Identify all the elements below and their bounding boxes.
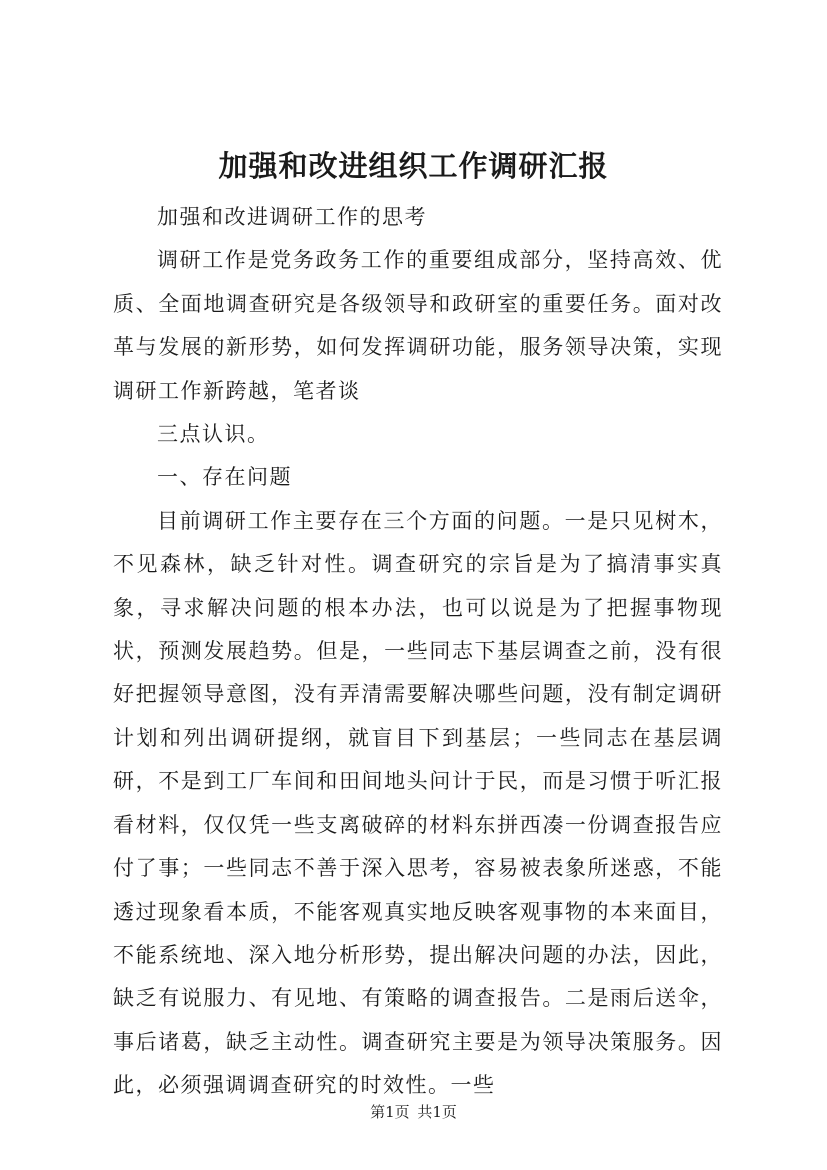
page-number-footer: 第1页 共1页	[370, 1103, 457, 1121]
document-body	[113, 196, 723, 1108]
body-paragraph: 调研工作是党务政务工作的重要组成部分，坚持高效、优质、全面地调查研究是各级领导和政研室的重要任务。面对改革与发展的新形势，如何发挥调研功能，服务领导决策，实现调研工作新跨越，笔者谈	[113, 248, 723, 403]
document-title: 加强和改进组织工作调研汇报	[218, 149, 609, 183]
section-heading: 一、存在问题	[157, 465, 292, 490]
body-paragraph: 目前调研工作主要存在三个方面的问题。一是只见树木，不见森林，缺乏针对性。调查研究的宗旨是为了搞清事实真象，寻求解决问题的根本办法，也可以说是为了把握事物现状，预测发展趋势。但是，一些同志下基层调查之前，没有很好把握领导意图，没有弄清需要解决哪些问题，没有制定调研计划和列出调研提纲，就盲目下到基层；一些同志在基层调研，不是到工厂车间和田间地头问计于民，而是习惯于听汇报看材料，仅仅凭一些支离破碎的材料东拼西凑一份调查报告应付了事；一些同志不善于深入思考，容易被表象所迷惑，不能透过现象看本质，不能客观真实地反映客观事物的本来面目，不能系统地、深入地分析形势，提出解决问题的办法，因此，缺乏有说服力、有见地、有策略的调查报告。二是雨后送伞，事后诸葛，缺乏主动性。调查研究主要是为领导决策服务。因此，必须强调调查研究的时效性。一些	[113, 508, 723, 1098]
body-paragraph: 三点认识。	[157, 422, 270, 447]
subtitle-paragraph: 加强和改进调研工作的思考	[157, 205, 427, 229]
